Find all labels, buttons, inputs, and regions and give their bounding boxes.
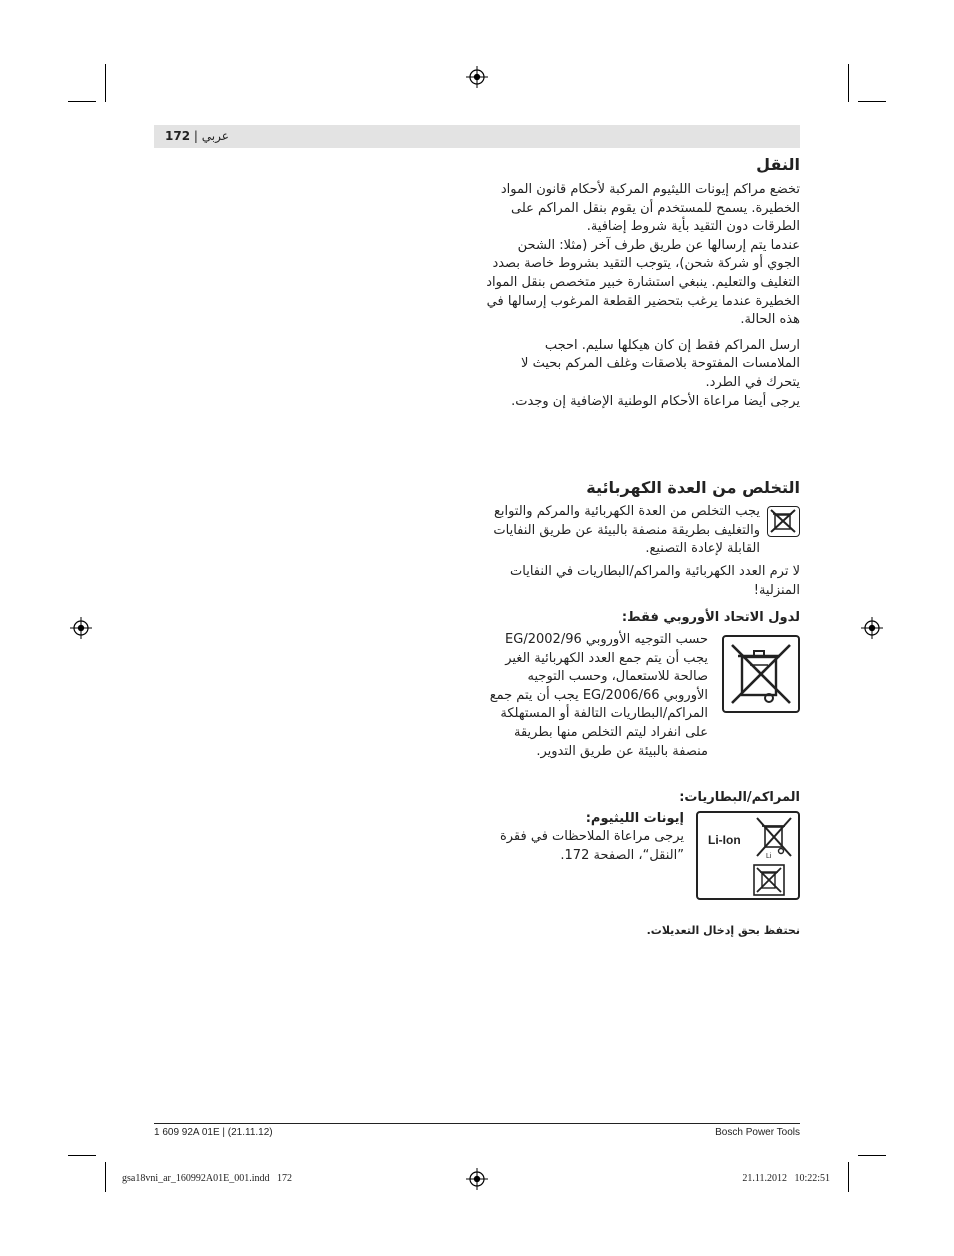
crop-mark <box>848 1162 849 1192</box>
crop-mark <box>105 64 106 102</box>
registration-mark-icon <box>861 617 883 639</box>
eu-paragraph: حسب التوجيه الأوروبي 2002/96/EG يجب أن يتم جمع العدد الكهربائية الغير صالحة للاستعمال، وحسب التوجيه الأوروبي 2006/66/EG يجب أن يتم جمع المراكم/البطاريات التالفة أو المستهلكة على انفراد ليتم التخلص منها بطريقة منصفة بالبيئة عن طريق التدوير. <box>489 632 708 759</box>
header-language: عربي <box>201 129 229 143</box>
liion-small-label: Li <box>766 853 772 860</box>
transport-paragraph: تخضع مراكم إيونات الليثيوم المركبة لأحكام قانون المواد الخطيرة. يسمح للمستخدم أن يقوم بنقل المراكم على الطرقات دون التقيد بأية شروط إضافية. <box>500 182 800 235</box>
modification-note: نحتفظ بحق إدخال التعديلات. <box>646 924 800 937</box>
crossed-out-wheelie-bin-icon <box>722 635 800 713</box>
disposal-title-wrap <box>460 478 800 498</box>
transport-title: النقل <box>756 155 800 174</box>
disposal-paragraph: لا ترم العدد الكهربائية والمراكم/البطاريات في النفايات المنزلية! <box>510 564 800 598</box>
crossed-out-bin-small-icon <box>767 506 800 537</box>
registration-mark-icon <box>466 1168 488 1190</box>
liion-block <box>484 810 684 865</box>
disposal-title: التخلص من العدة الكهربائية <box>586 478 800 497</box>
footer-brand: Bosch Power Tools <box>715 1127 800 1138</box>
liion-paragraph: يرجى مراعاة الملاحظات في فقرة ”النقل“، الصفحة 172. <box>499 829 684 863</box>
eu-directive-text <box>483 631 708 761</box>
crop-mark <box>105 1162 106 1192</box>
page-header-bar <box>154 125 800 148</box>
registration-mark-icon <box>466 66 488 88</box>
transport-section <box>485 155 800 411</box>
transport-paragraph: يرجى أيضا مراعاة الأحكام الوطنية الإضافية إن وجدت. <box>511 393 800 409</box>
batteries-title-wrap <box>480 789 800 807</box>
liion-title: إيونات الليثيوم: <box>585 811 684 826</box>
header-separator: | <box>193 129 198 143</box>
disposal-intro <box>485 503 760 559</box>
page-header <box>165 128 229 144</box>
slug-datetime: 21.11.2012 10:22:51 <box>742 1173 830 1184</box>
crop-mark <box>848 64 849 102</box>
disposal-paragraph: يجب التخلص من العدة الكهربائية والمركم والتوابع والتغليف بطريقة منصفة بالبيئة عن طريق النفايات القابلة لإعادة التصنيع. <box>493 504 760 557</box>
crop-mark <box>858 101 886 102</box>
registration-mark-icon <box>70 617 92 639</box>
batteries-title: المراكم/البطاريات: <box>679 790 800 805</box>
liion-label: Li-Ion <box>708 833 741 847</box>
transport-paragraph: ارسل المراكم فقط إن كان هيكلها سليم. احجب الملامسات المفتوحة بلاصقات وغلف المركم بحيث لا يتحرك في الطرد. <box>521 337 800 390</box>
crop-mark <box>68 1155 96 1156</box>
battery-disposal-icon <box>696 811 800 900</box>
crop-mark <box>68 101 96 102</box>
note-wrap <box>480 922 800 941</box>
footer-rule <box>154 1123 800 1124</box>
disposal-household <box>495 563 800 600</box>
eu-title: لدول الاتحاد الأوروبي فقط: <box>621 610 800 625</box>
crop-mark <box>858 1155 886 1156</box>
page-number: 172 <box>165 129 191 143</box>
footer-code: 1 609 92A 01E | (21.11.12) <box>154 1127 273 1138</box>
eu-title-wrap <box>480 609 800 627</box>
transport-paragraph: عندما يتم إرسالها عن طريق طرف آخر (مثلا: الشحن الجوي أو شركة شحن)، يتوجب التقيد بشروط خاصة بصدد التغليف والتعليم. ينبغي استشارة خبير متخصص بنقل المواد الخطيرة عندما يرغب بتحضير القطعة المرغوب إرسالها في هذه الحالة. <box>486 237 800 328</box>
slug-filename: gsa18vni_ar_160992A01E_001.indd 172 <box>122 1173 292 1184</box>
